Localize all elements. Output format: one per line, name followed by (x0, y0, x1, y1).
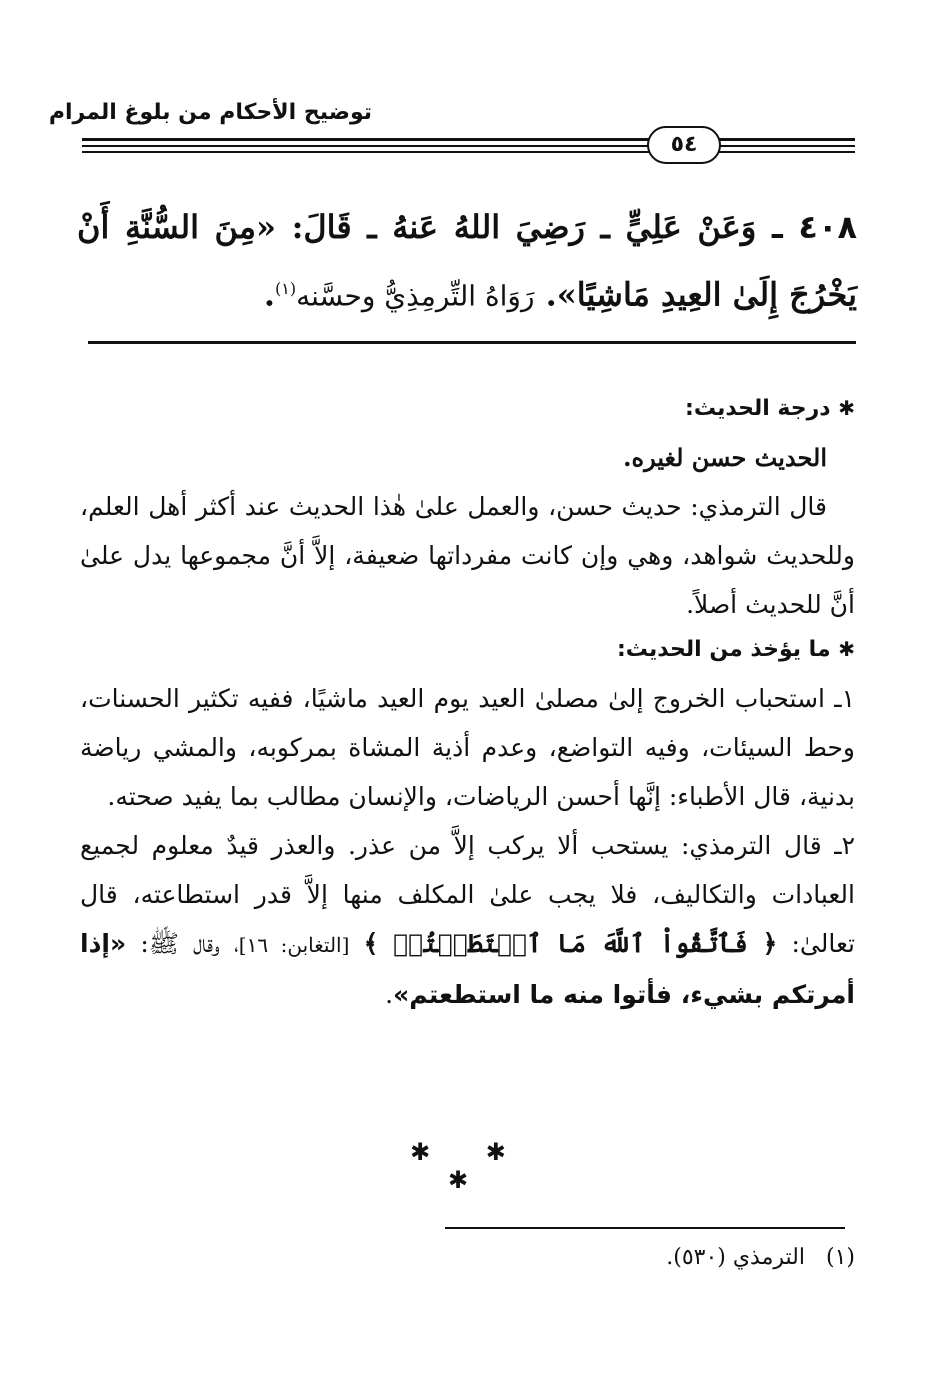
footnote-rule (445, 1227, 845, 1229)
quran-reference: [التغابن: ١٦] (238, 933, 350, 957)
lesson-item-2: ٢ـ قال الترمذي: يستحب ألا يركب إلاَّ من عذر. والعذر قيدٌ معلوم لجميع العبادات والتكاليف، فلا يجب علىٰ المكلف منها إلاَّ قدر استطاعته، قال تعالىٰ: ﴿ فَٱتَّقُواْ ٱللَّهَ مَا ٱسۡتَطَعۡتُمۡ ﴾ [التغابن: ١٦]، وقال ﷺ: «إذا أمرتكم بشيء، فأتوا منه ما استطعتم». (80, 831, 856, 1009)
hadith-text: ٤٠٨ ـ وَعَنْ عَلِيٍّ ـ رَضِيَ اللهُ عَنهُ ـ قَالَ: «مِنَ السُّنَّةِ أَنْ يَخْرُجَ إِلَىٰ العِيدِ مَاشِيًا». رَوَاهُ التِّرمِذِيُّ وحسَّنه$^{(١)}$. (77, 208, 858, 314)
quran-verse: ﴿ فَٱتَّقُواْ ٱللَّهَ مَا ٱسۡتَطَعۡتُمۡ ﴾ (363, 929, 778, 958)
header-rule (82, 145, 855, 147)
footnote-marker: (١) (825, 1245, 855, 1270)
grade-ruling: الحديث حسن لغيره. (623, 443, 827, 472)
running-title: توضيح الأحكام من بلوغ المرام (48, 100, 372, 125)
grade-section (80, 384, 855, 629)
hadith-body: وَعَنْ عَلِيٍّ ـ رَضِيَ اللهُ عَنهُ ـ قَالَ: «مِنَ السُّنَّةِ أَنْ يَخْرُجَ إِلَىٰ العِيدِ مَاشِيًا». (77, 208, 857, 314)
lessons-heading: ✱ ما يؤخذ من الحديث: (616, 637, 855, 662)
section-divider (88, 341, 856, 344)
prophet-quote: «إذا أمرتكم بشيء، فأتوا منه ما استطعتم» (80, 929, 855, 1009)
section-separator: ✱ ✱ ✱ (410, 1138, 530, 1194)
lessons-section (80, 625, 855, 1019)
lesson-item-1: ١ـ استحباب الخروج إلىٰ مصلىٰ العيد يوم العيد ماشيًا، ففيه تكثير الحسنات، وحط السيئات، وفيه التواضع، وعدم أذية المشاة بمركوبه، والمشي رياضة بدنية، قال الأطباء: إنَّها أحسن الرياضات، والإنسان مطالب بما يفيد صحته. (80, 684, 855, 811)
hadith-number: ٤٠٨ ـ (771, 208, 858, 246)
header-rule (82, 151, 855, 153)
footnote-text: الترمذي (٥٣٠). (666, 1245, 805, 1270)
hadith-narration: رَوَاهُ التِّرمِذِيُّ وحسَّنه (296, 279, 535, 313)
asterisk-icon: ✱ (838, 637, 855, 661)
footnote (666, 1245, 855, 1270)
footnote-reference: (١) (274, 279, 297, 298)
asterisk-icon: ✱ (838, 396, 855, 420)
header-rule (82, 138, 855, 141)
grade-heading: ✱ درجة الحديث: (685, 396, 855, 421)
page-number: ٥٤ (647, 126, 721, 164)
grade-paragraph: قال الترمذي: حديث حسن، والعمل علىٰ هٰذا الحديث عند أكثر أهل العلم، وللحديث شواهد، وهي وإن كانت مفرداتها ضعيفة، إلاَّ أنَّ مجموعها يدل علىٰ أنَّ للحديث أصلاً. (80, 492, 855, 619)
